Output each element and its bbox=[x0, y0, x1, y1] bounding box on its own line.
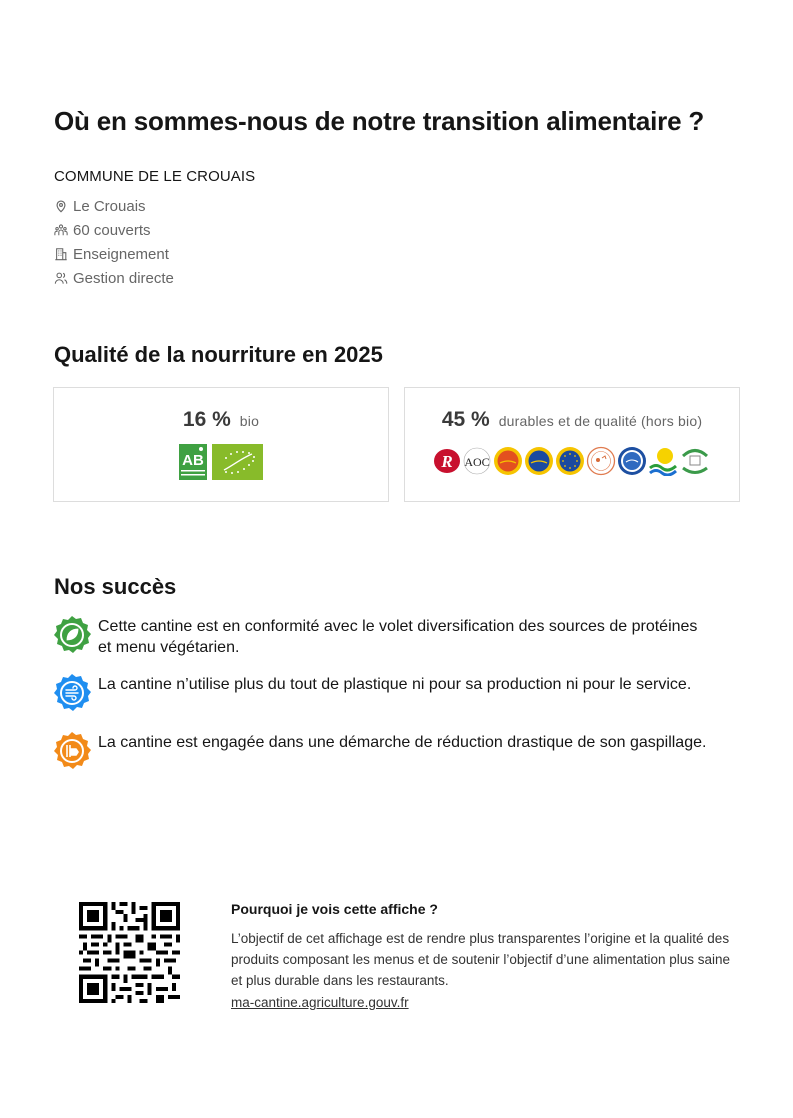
organization-name: COMMUNE DE LE CROUAIS bbox=[54, 168, 256, 185]
svg-text:AB: AB bbox=[182, 452, 204, 469]
svg-text:R: R bbox=[441, 452, 453, 471]
igp-logo-icon bbox=[524, 446, 554, 476]
durable-card bbox=[404, 387, 740, 502]
eu-organic-logo-icon bbox=[212, 444, 263, 480]
map-pin-icon bbox=[54, 199, 68, 213]
user-group-icon bbox=[54, 271, 68, 285]
stg-logo-icon bbox=[555, 446, 585, 476]
website-link[interactable]: ma-cantine.agriculture.gouv.fr bbox=[231, 995, 409, 1010]
people-icon bbox=[54, 223, 68, 237]
bio-percentage: 16 % bbox=[182, 408, 231, 431]
durable-logos bbox=[405, 446, 739, 476]
success-text: Cette cantine est en conformité avec le volet diversification des sources de protéines et menu végétarien. bbox=[98, 618, 698, 656]
detail-sector-label: Enseignement bbox=[73, 245, 169, 263]
fermier-logo-icon bbox=[586, 446, 616, 476]
footer-description: L’objectif de cet affichage est de rendre plus transparentes l’origine et la qualité des produits composant les menus et de soutenir l’objectif d’une alimentation plus saine et plus durable dans les restaurants. bbox=[231, 931, 731, 988]
footer-title: Pourquoi je vois cette affiche ? bbox=[231, 901, 438, 917]
durable-percentage: 45 % bbox=[441, 408, 490, 431]
quality-title: Qualité de la nourriture en 2025 bbox=[54, 342, 383, 367]
building-icon bbox=[54, 247, 68, 261]
waste-badge-icon bbox=[52, 731, 92, 771]
success-item-waste bbox=[52, 732, 712, 771]
wind-badge-icon bbox=[52, 673, 92, 713]
detail-management-label: Gestion directe bbox=[73, 269, 174, 287]
aop-logo-icon bbox=[493, 446, 523, 476]
label-rouge-logo-icon bbox=[433, 446, 461, 476]
detail-covers-label: 60 couverts bbox=[73, 221, 151, 239]
success-item-plastic bbox=[52, 674, 712, 713]
durable-card-header bbox=[405, 408, 739, 432]
canteen-details bbox=[54, 194, 174, 290]
leaf-badge-icon bbox=[52, 615, 92, 655]
aoc-logo-icon bbox=[462, 446, 492, 476]
peche-durable-logo-icon bbox=[617, 446, 647, 476]
detail-management bbox=[54, 266, 174, 290]
detail-location bbox=[54, 194, 174, 218]
bio-card-header bbox=[54, 408, 388, 432]
durable-label: durables et de qualité (hors bio) bbox=[498, 413, 703, 429]
page-title: Où en sommes-nous de notre transition alimentaire ? bbox=[54, 106, 705, 136]
bio-card bbox=[53, 387, 389, 502]
detail-location-label: Le Crouais bbox=[73, 197, 146, 215]
success-item-vegetarian bbox=[52, 616, 712, 658]
success-text: La cantine est engagée dans une démarche de réduction drastique de son gaspillage. bbox=[98, 734, 707, 751]
bio-logos bbox=[54, 444, 388, 480]
successes-title: Nos succès bbox=[54, 574, 177, 599]
commerce-equitable-logo-icon bbox=[679, 446, 711, 476]
ab-logo-icon bbox=[179, 444, 207, 480]
qr-code-icon[interactable] bbox=[79, 902, 180, 1003]
detail-covers bbox=[54, 218, 174, 242]
bio-label: bio bbox=[239, 413, 260, 429]
detail-sector bbox=[54, 242, 174, 266]
success-text: La cantine n’utilise plus du tout de plastique ni pour sa production ni pour le service. bbox=[98, 676, 692, 693]
svg-text:AOC: AOC bbox=[464, 455, 490, 469]
rup-logo-icon bbox=[648, 446, 678, 476]
